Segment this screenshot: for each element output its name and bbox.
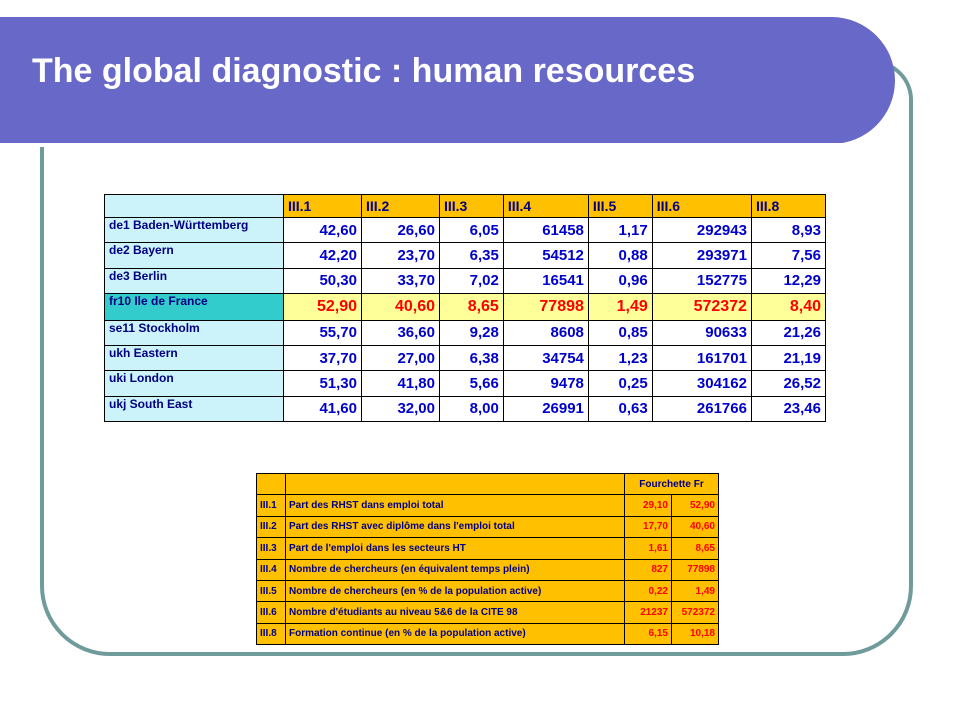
range-min: 1,61: [625, 538, 672, 559]
legend-header-row: [257, 474, 719, 495]
range-min: 827: [625, 559, 672, 580]
region-name: se11 Stockholm: [105, 320, 284, 345]
value-cell: 0,96: [588, 268, 652, 293]
column-header: III.2: [362, 195, 440, 218]
value-cell: 0,85: [588, 320, 652, 345]
value-cell: 34754: [503, 345, 588, 370]
value-cell: 6,05: [440, 218, 504, 243]
indicator-label: Formation continue (en % de la population active): [286, 623, 625, 644]
table-row: [105, 345, 826, 370]
value-cell: 293971: [652, 243, 751, 268]
value-cell: 33,70: [362, 268, 440, 293]
range-max: 52,90: [672, 495, 719, 516]
column-header: III.8: [751, 195, 825, 218]
table-row: [105, 396, 826, 421]
value-cell: 6,35: [440, 243, 504, 268]
indicator-code: III.5: [257, 580, 286, 601]
legend-row: [257, 623, 719, 644]
region-name: de1 Baden-Württemberg: [105, 218, 284, 243]
corner-cell: [105, 195, 284, 218]
value-cell: 261766: [652, 396, 751, 421]
table-row: [105, 320, 826, 345]
range-min: 21237: [625, 602, 672, 623]
value-cell: 5,66: [440, 371, 504, 396]
value-cell: 26,60: [362, 218, 440, 243]
indicator-code: III.4: [257, 559, 286, 580]
range-min: 6,15: [625, 623, 672, 644]
value-cell: 41,80: [362, 371, 440, 396]
range-min: 29,10: [625, 495, 672, 516]
table-row: [105, 218, 826, 243]
value-cell: 54512: [503, 243, 588, 268]
regional-indicators-table: [104, 194, 826, 422]
value-cell: 42,20: [284, 243, 362, 268]
legend-row: [257, 559, 719, 580]
indicator-label: Nombre de chercheurs (en équivalent temps plein): [286, 559, 625, 580]
column-header: III.4: [503, 195, 588, 218]
value-cell: 26991: [503, 396, 588, 421]
slide-title: The global diagnostic : human resources: [32, 52, 696, 90]
column-header: III.5: [588, 195, 652, 218]
value-cell: 41,60: [284, 396, 362, 421]
value-cell: 40,60: [362, 293, 440, 320]
blank-cell: [257, 474, 286, 495]
value-cell: 572372: [652, 293, 751, 320]
legend-row: [257, 602, 719, 623]
value-cell: 0,63: [588, 396, 652, 421]
region-name: fr10 Ile de France: [105, 293, 284, 320]
value-cell: 36,60: [362, 320, 440, 345]
region-name: de3 Berlin: [105, 268, 284, 293]
value-cell: 304162: [652, 371, 751, 396]
value-cell: 8,93: [751, 218, 825, 243]
range-max: 1,49: [672, 580, 719, 601]
value-cell: 8,00: [440, 396, 504, 421]
range-min: 0,22: [625, 580, 672, 601]
table-row: [105, 268, 826, 293]
region-name: ukh Eastern: [105, 345, 284, 370]
value-cell: 52,90: [284, 293, 362, 320]
value-cell: 1,23: [588, 345, 652, 370]
value-cell: 26,52: [751, 371, 825, 396]
value-cell: 8,65: [440, 293, 504, 320]
indicator-code: III.3: [257, 538, 286, 559]
value-cell: 9,28: [440, 320, 504, 345]
table-header-row: [105, 195, 826, 218]
value-cell: 292943: [652, 218, 751, 243]
table-row: [105, 371, 826, 396]
value-cell: 50,30: [284, 268, 362, 293]
value-cell: 1,49: [588, 293, 652, 320]
indicator-legend-table: [256, 473, 719, 645]
indicator-code: III.6: [257, 602, 286, 623]
value-cell: 12,29: [751, 268, 825, 293]
legend-row: [257, 495, 719, 516]
value-cell: 27,00: [362, 345, 440, 370]
value-cell: 42,60: [284, 218, 362, 243]
indicator-code: III.8: [257, 623, 286, 644]
value-cell: 8,40: [751, 293, 825, 320]
column-header: III.1: [284, 195, 362, 218]
value-cell: 8608: [503, 320, 588, 345]
table-row-highlighted: [105, 293, 826, 320]
value-cell: 21,26: [751, 320, 825, 345]
value-cell: 90633: [652, 320, 751, 345]
range-max: 572372: [672, 602, 719, 623]
value-cell: 51,30: [284, 371, 362, 396]
blank-cell: [286, 474, 625, 495]
value-cell: 0,88: [588, 243, 652, 268]
range-header: Fourchette Fr: [625, 474, 719, 495]
value-cell: 23,46: [751, 396, 825, 421]
indicator-label: Nombre de chercheurs (en % de la population active): [286, 580, 625, 601]
value-cell: 21,19: [751, 345, 825, 370]
title-underline: [0, 143, 848, 147]
value-cell: 9478: [503, 371, 588, 396]
value-cell: 6,38: [440, 345, 504, 370]
region-name: de2 Bayern: [105, 243, 284, 268]
indicator-code: III.2: [257, 516, 286, 537]
region-name: ukj South East: [105, 396, 284, 421]
legend-row: [257, 516, 719, 537]
value-cell: 161701: [652, 345, 751, 370]
range-min: 17,70: [625, 516, 672, 537]
range-max: 10,18: [672, 623, 719, 644]
value-cell: 7,56: [751, 243, 825, 268]
legend-row: [257, 580, 719, 601]
region-name: uki London: [105, 371, 284, 396]
value-cell: 1,17: [588, 218, 652, 243]
indicator-label: Part de l'emploi dans les secteurs HT: [286, 538, 625, 559]
column-header: III.6: [652, 195, 751, 218]
range-max: 40,60: [672, 516, 719, 537]
indicator-label: Nombre d'étudiants au niveau 5&6 de la CITE 98: [286, 602, 625, 623]
indicator-code: III.1: [257, 495, 286, 516]
value-cell: 16541: [503, 268, 588, 293]
value-cell: 55,70: [284, 320, 362, 345]
range-max: 8,65: [672, 538, 719, 559]
column-header: III.3: [440, 195, 504, 218]
value-cell: 7,02: [440, 268, 504, 293]
table-row: [105, 243, 826, 268]
value-cell: 77898: [503, 293, 588, 320]
value-cell: 32,00: [362, 396, 440, 421]
value-cell: 152775: [652, 268, 751, 293]
value-cell: 0,25: [588, 371, 652, 396]
legend-row: [257, 538, 719, 559]
value-cell: 37,70: [284, 345, 362, 370]
range-max: 77898: [672, 559, 719, 580]
value-cell: 61458: [503, 218, 588, 243]
indicator-label: Part des RHST dans emploi total: [286, 495, 625, 516]
indicator-label: Part des RHST avec diplôme dans l'emploi total: [286, 516, 625, 537]
value-cell: 23,70: [362, 243, 440, 268]
